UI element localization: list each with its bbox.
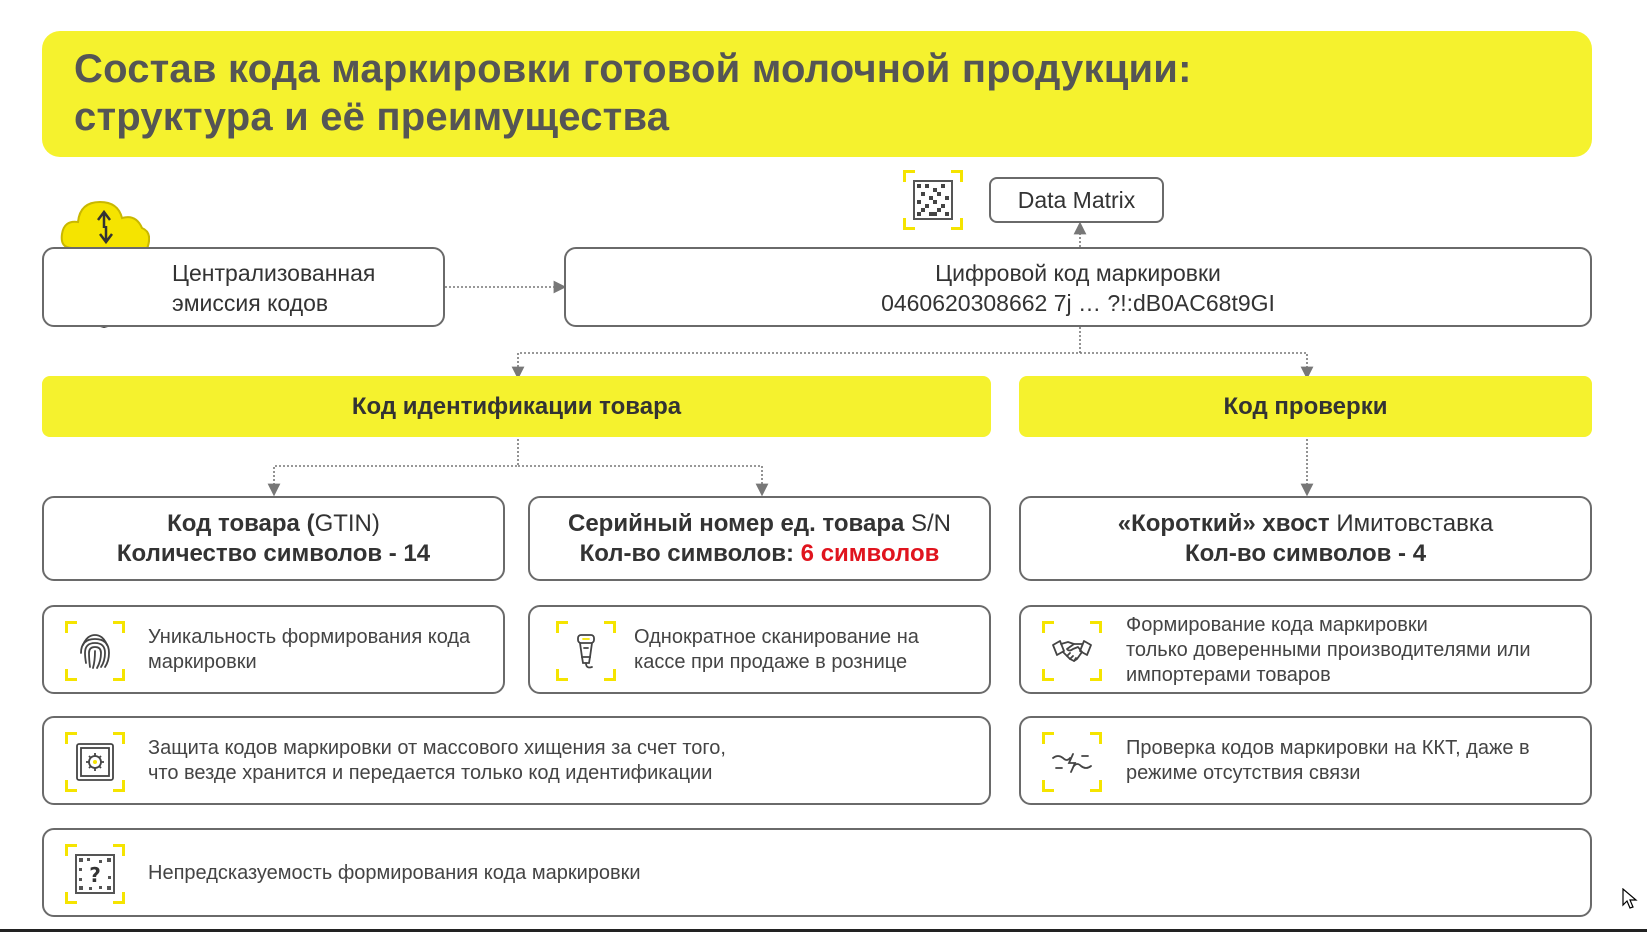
benefit-unpredictable	[42, 828, 1592, 917]
serial-count-prefix: Кол-во символов:	[579, 540, 801, 567]
trusted-line3: импортерами товаров	[1126, 664, 1331, 686]
uniqueness-line2: маркировки	[148, 651, 257, 673]
offline-check-icon	[1042, 732, 1102, 792]
barcode-scanner-icon	[556, 621, 616, 681]
tail-label-normal: Имитовставка	[1336, 510, 1494, 537]
uniqueness-line1: Уникальность формирования кода	[148, 626, 471, 648]
emission-line1: Централизованная	[172, 260, 376, 286]
benefit-trusted	[1019, 605, 1592, 694]
trusted-line1: Формирование кода маркировки	[1126, 614, 1428, 636]
svg-text:?: ?	[89, 863, 101, 887]
benefit-protection	[42, 716, 991, 805]
digital-code-box	[564, 247, 1592, 327]
digital-code-title: Цифровой код маркировки	[935, 260, 1221, 286]
protection-line2: что везде хранится и передается только код идентификации	[148, 762, 713, 784]
scanning-line2: кассе при продаже в рознице	[634, 651, 908, 673]
unpredictable-line1: Непредсказуемость формирования кода маркировки	[148, 862, 641, 884]
unknown-code-icon	[65, 844, 125, 904]
emission-box	[42, 247, 445, 327]
offline-line1: Проверка кодов маркировки на ККТ, даже в	[1126, 737, 1530, 759]
tail-box	[1019, 496, 1592, 581]
fingerprint-icon	[65, 621, 125, 681]
tail-label-bold: «Короткий» хвост	[1117, 510, 1337, 537]
trusted-line2: только доверенными производителями или	[1126, 639, 1531, 661]
page-title-line1: Состав кода маркировки готовой молочной продукции:	[74, 47, 1192, 91]
identification-section: Код идентификации товара	[42, 376, 991, 437]
serial-count-value: 6 символов	[800, 540, 940, 567]
safe-icon	[65, 732, 125, 792]
gtin-label-bold: Код товара (	[167, 510, 315, 537]
offline-line2: режиме отсутствия связи	[1126, 762, 1361, 784]
gtin-label-normal: GTIN)	[314, 510, 380, 537]
benefit-scanning	[528, 605, 991, 694]
emission-line2: эмиссия кодов	[172, 290, 329, 316]
protection-line1: Защита кодов маркировки от массового хищения за счет того,	[148, 737, 726, 759]
serial-label-normal: S/N	[911, 510, 952, 537]
datamatrix-icon	[903, 170, 963, 230]
page-title-line2: структура и её преимущества	[74, 95, 670, 139]
mouse-cursor-icon	[1622, 888, 1638, 910]
datamatrix-label: Data Matrix	[989, 177, 1164, 223]
tail-count: Кол-во символов - 4	[1184, 540, 1427, 567]
digital-code-value: 0460620308662 7j … ?!:dB0AC68t9GI	[881, 290, 1275, 316]
benefit-uniqueness	[42, 605, 505, 694]
gtin-count: Количество символов - 14	[116, 540, 431, 567]
gtin-box	[42, 496, 505, 581]
serial-label-bold: Серийный номер ед. товара	[567, 510, 911, 537]
benefit-offline	[1019, 716, 1592, 805]
verification-section: Код проверки	[1019, 376, 1592, 437]
serial-box	[528, 496, 991, 581]
handshake-icon	[1042, 621, 1102, 681]
scanning-line1: Однократное сканирование на	[634, 626, 919, 648]
